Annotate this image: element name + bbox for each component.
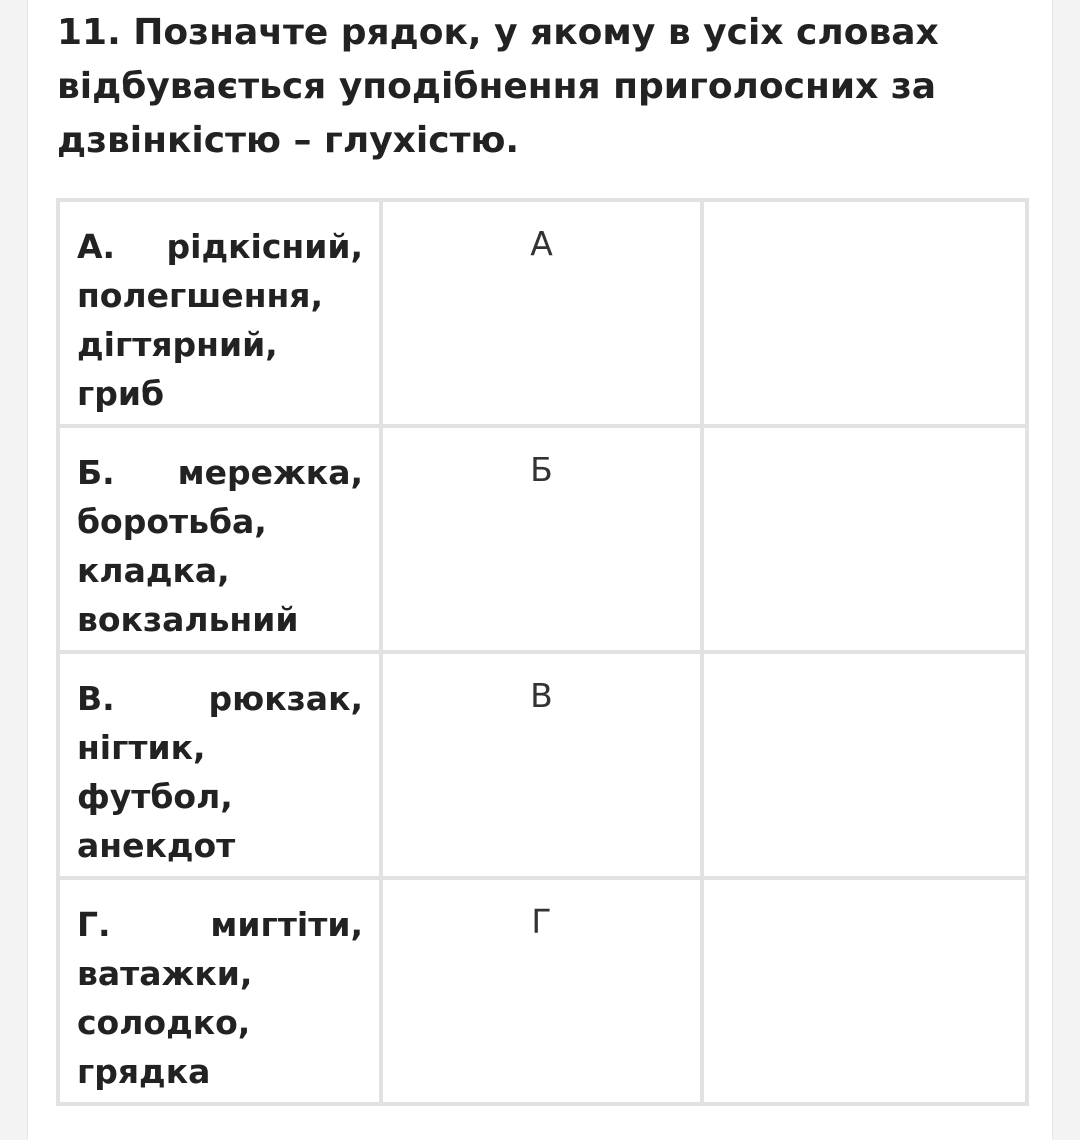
answer-cell[interactable] xyxy=(704,428,1025,650)
page xyxy=(27,0,1053,1140)
option-letter-cell xyxy=(383,202,700,424)
option-letter: В xyxy=(530,676,553,715)
table-row xyxy=(60,428,1025,650)
option-text: Г. мигтіти, ватажки, солодко, грядка xyxy=(77,905,363,1091)
table-row xyxy=(60,880,1025,1102)
option-letter: А xyxy=(530,224,553,263)
answer-table xyxy=(56,198,1029,1106)
option-cell xyxy=(60,654,379,876)
option-letter: Б xyxy=(530,450,553,489)
answer-cell[interactable] xyxy=(704,654,1025,876)
answer-cell[interactable] xyxy=(704,880,1025,1102)
option-cell xyxy=(60,202,379,424)
option-letter-cell xyxy=(383,428,700,650)
option-cell xyxy=(60,428,379,650)
option-text: Б. мережка, боротьба, кладка, вокзальний xyxy=(77,453,363,639)
answer-cell[interactable] xyxy=(704,202,1025,424)
option-cell xyxy=(60,880,379,1102)
option-text: А. рідкісний, полегшення, дігтярний, гриб xyxy=(77,227,363,413)
table-row xyxy=(60,654,1025,876)
question-text: 11. Позначте рядок, у якому в усіх словах відбувається уподібнення приголосних за дзвінкістю – глухістю. xyxy=(57,12,939,161)
option-letter-cell xyxy=(383,654,700,876)
option-letter: Г xyxy=(531,902,552,941)
option-letter-cell xyxy=(383,880,700,1102)
table-row xyxy=(60,202,1025,424)
option-text: В. рюкзак, нігтик, футбол, анекдот xyxy=(77,679,363,865)
